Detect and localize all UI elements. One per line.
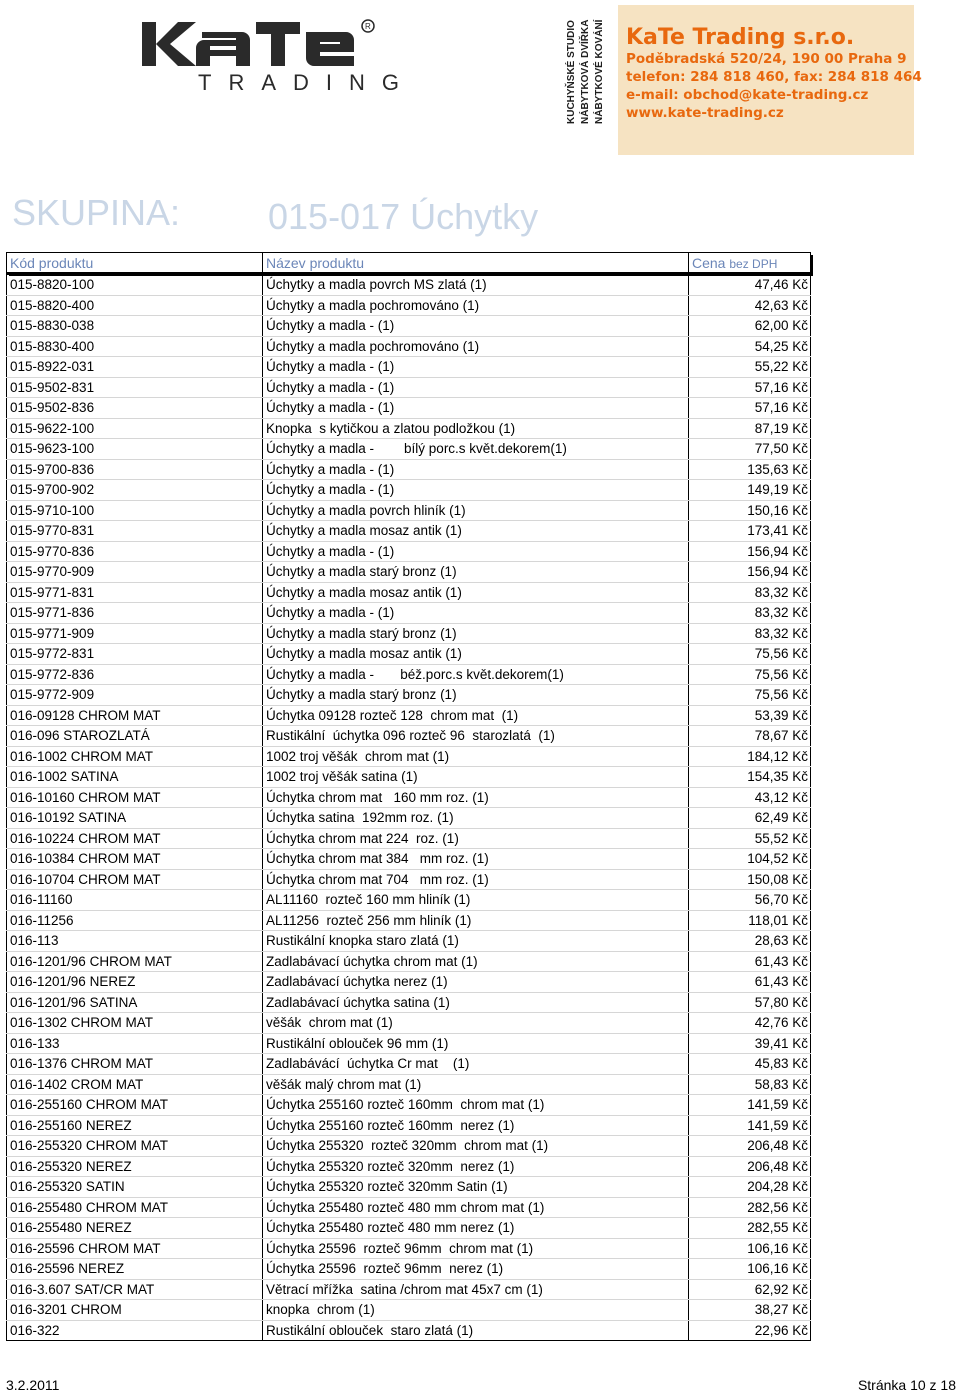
cell-price: 39,41 Kč bbox=[689, 1033, 811, 1054]
cell-name: Úchytky a madla - (1) bbox=[263, 357, 689, 378]
table-body bbox=[7, 274, 811, 1341]
cell-code: 015-9700-902 bbox=[7, 480, 263, 501]
cell-price: 106,16 Kč bbox=[689, 1238, 811, 1259]
cell-code: 016-10224 CHROM MAT bbox=[7, 828, 263, 849]
cell-name: Úchytka chrom mat 160 mm roz. (1) bbox=[263, 787, 689, 808]
column-header-name: Název produktu bbox=[263, 253, 689, 274]
cell-name: Knopka s kytičkou a zlatou podložkou (1) bbox=[263, 418, 689, 439]
cell-name: Úchytka 255480 rozteč 480 mm chrom mat (1) bbox=[263, 1197, 689, 1218]
cell-name: Úchytky a madla - (1) bbox=[263, 480, 689, 501]
studio-line-1: KUCHYŇSKÉ STUDIO bbox=[566, 20, 577, 124]
cell-price: 77,50 Kč bbox=[689, 439, 811, 460]
table-row bbox=[7, 1279, 811, 1300]
table-row bbox=[7, 562, 811, 583]
cell-name: Rustikální úchytka 096 rozteč 96 starozlatá (1) bbox=[263, 726, 689, 747]
cell-price: 54,25 Kč bbox=[689, 336, 811, 357]
cell-price: 83,32 Kč bbox=[689, 603, 811, 624]
cell-price: 61,43 Kč bbox=[689, 972, 811, 993]
table-row bbox=[7, 582, 811, 603]
table-row bbox=[7, 828, 811, 849]
group-title: 015-017 Úchytky bbox=[268, 196, 539, 237]
svg-text:R: R bbox=[365, 22, 371, 31]
cell-name: Úchytka satina 192mm roz. (1) bbox=[263, 808, 689, 829]
cell-code: 015-9710-100 bbox=[7, 500, 263, 521]
cell-price: 141,59 Kč bbox=[689, 1115, 811, 1136]
cell-price: 206,48 Kč bbox=[689, 1136, 811, 1157]
cell-price: 150,16 Kč bbox=[689, 500, 811, 521]
cell-name: Úchytka 255160 rozteč 160mm chrom mat (1) bbox=[263, 1095, 689, 1116]
cell-name: Úchytky a madla - (1) bbox=[263, 377, 689, 398]
cell-code: 016-3201 CHROM bbox=[7, 1300, 263, 1321]
cell-price: 154,35 Kč bbox=[689, 767, 811, 788]
cell-code: 015-9622-100 bbox=[7, 418, 263, 439]
table-row bbox=[7, 869, 811, 890]
cell-price: 149,19 Kč bbox=[689, 480, 811, 501]
cell-price: 104,52 Kč bbox=[689, 849, 811, 870]
cell-code: 016-1201/96 CHROM MAT bbox=[7, 951, 263, 972]
cell-name: Zadlabávací úchytka chrom mat (1) bbox=[263, 951, 689, 972]
table-row bbox=[7, 521, 811, 542]
product-price-table bbox=[6, 252, 811, 1341]
cell-name: Úchytky a madla starý bronz (1) bbox=[263, 685, 689, 706]
cell-price: 38,27 Kč bbox=[689, 1300, 811, 1321]
cell-price: 57,16 Kč bbox=[689, 398, 811, 419]
cell-price: 87,19 Kč bbox=[689, 418, 811, 439]
cell-code: 016-1201/96 NEREZ bbox=[7, 972, 263, 993]
cell-code: 016-255480 CHROM MAT bbox=[7, 1197, 263, 1218]
table-row bbox=[7, 1259, 811, 1280]
cell-price: 106,16 Kč bbox=[689, 1259, 811, 1280]
cell-code: 015-8922-031 bbox=[7, 357, 263, 378]
cell-code: 016-10704 CHROM MAT bbox=[7, 869, 263, 890]
cell-code: 016-255160 CHROM MAT bbox=[7, 1095, 263, 1116]
company-address: Poděbradská 520/24, 190 00 Praha 9 bbox=[626, 51, 907, 67]
cell-name: Úchytky a madla starý bronz (1) bbox=[263, 562, 689, 583]
cell-price: 83,32 Kč bbox=[689, 623, 811, 644]
cell-name: Úchytka 25596 rozteč 96mm nerez (1) bbox=[263, 1259, 689, 1280]
cell-name: Rustikální oblouček staro zlatá (1) bbox=[263, 1320, 689, 1341]
cell-name: 1002 troj věšák satina (1) bbox=[263, 767, 689, 788]
cell-code: 015-9771-909 bbox=[7, 623, 263, 644]
table-row bbox=[7, 439, 811, 460]
cell-code: 016-1376 CHROM MAT bbox=[7, 1054, 263, 1075]
cell-code: 016-255480 NEREZ bbox=[7, 1218, 263, 1239]
table-row bbox=[7, 398, 811, 419]
cell-price: 75,56 Kč bbox=[689, 664, 811, 685]
cell-name: Úchytka chrom mat 224 roz. (1) bbox=[263, 828, 689, 849]
cell-price: 173,41 Kč bbox=[689, 521, 811, 542]
cell-code: 016-09128 CHROM MAT bbox=[7, 705, 263, 726]
cell-price: 55,22 Kč bbox=[689, 357, 811, 378]
cell-code: 015-8830-400 bbox=[7, 336, 263, 357]
table-row bbox=[7, 787, 811, 808]
table-row bbox=[7, 1300, 811, 1321]
cell-code: 016-1002 SATINA bbox=[7, 767, 263, 788]
table-row bbox=[7, 459, 811, 480]
table-row bbox=[7, 705, 811, 726]
cell-name: Úchytky a madla - bílý porc.s květ.dekorem(1) bbox=[263, 439, 689, 460]
cell-code: 015-9502-831 bbox=[7, 377, 263, 398]
table-row bbox=[7, 418, 811, 439]
cell-name: Úchytka 255320 rozteč 320mm nerez (1) bbox=[263, 1156, 689, 1177]
cell-name: Úchytka 255320 rozteč 320mm chrom mat (1) bbox=[263, 1136, 689, 1157]
cell-code: 016-1201/96 SATINA bbox=[7, 992, 263, 1013]
company-info-box bbox=[618, 5, 922, 155]
cell-price: 58,83 Kč bbox=[689, 1074, 811, 1095]
cell-price: 75,56 Kč bbox=[689, 685, 811, 706]
column-header-price-sub: bez DPH bbox=[729, 256, 778, 271]
cell-code: 016-1302 CHROM MAT bbox=[7, 1013, 263, 1034]
cell-name: Úchytky a madla mosaz antik (1) bbox=[263, 644, 689, 665]
cell-price: 42,76 Kč bbox=[689, 1013, 811, 1034]
cell-code: 015-9502-836 bbox=[7, 398, 263, 419]
cell-price: 62,92 Kč bbox=[689, 1279, 811, 1300]
cell-price: 141,59 Kč bbox=[689, 1095, 811, 1116]
cell-name: Úchytky a madla mosaz antik (1) bbox=[263, 521, 689, 542]
cell-code: 016-10160 CHROM MAT bbox=[7, 787, 263, 808]
table-row bbox=[7, 910, 811, 931]
cell-price: 135,63 Kč bbox=[689, 459, 811, 480]
cell-price: 47,46 Kč bbox=[689, 274, 811, 296]
cell-code: 016-113 bbox=[7, 931, 263, 952]
cell-name: Úchytka 255160 rozteč 160mm nerez (1) bbox=[263, 1115, 689, 1136]
cell-price: 75,56 Kč bbox=[689, 644, 811, 665]
cell-code: 016-255160 NEREZ bbox=[7, 1115, 263, 1136]
cell-name: Úchytky a madla povrch hliník (1) bbox=[263, 500, 689, 521]
column-header-price bbox=[689, 253, 811, 274]
cell-name: knopka chrom (1) bbox=[263, 1300, 689, 1321]
cell-name: Úchytka 255480 rozteč 480 mm nerez (1) bbox=[263, 1218, 689, 1239]
cell-code: 016-133 bbox=[7, 1033, 263, 1054]
cell-price: 150,08 Kč bbox=[689, 869, 811, 890]
cell-price: 206,48 Kč bbox=[689, 1156, 811, 1177]
cell-name: Úchytka 255320 rozteč 320mm Satin (1) bbox=[263, 1177, 689, 1198]
cell-name: Větrací mřížka satina /chrom mat 45x7 cm (1) bbox=[263, 1279, 689, 1300]
table-row bbox=[7, 1033, 811, 1054]
cell-name: AL11160 rozteč 160 mm hliník (1) bbox=[263, 890, 689, 911]
cell-price: 55,52 Kč bbox=[689, 828, 811, 849]
cell-name: Úchytky a madla starý bronz (1) bbox=[263, 623, 689, 644]
table-row bbox=[7, 336, 811, 357]
table-row bbox=[7, 274, 811, 296]
table-row bbox=[7, 951, 811, 972]
cell-price: 42,63 Kč bbox=[689, 295, 811, 316]
table-row bbox=[7, 808, 811, 829]
cell-price: 53,39 Kč bbox=[689, 705, 811, 726]
footer-page-number: Stránka 10 z 18 bbox=[857, 1377, 956, 1393]
table-row bbox=[7, 746, 811, 767]
table-row bbox=[7, 1177, 811, 1198]
table-row bbox=[7, 1238, 811, 1259]
company-email[interactable]: e-mail: obchod@kate-trading.cz bbox=[626, 87, 869, 103]
table-row bbox=[7, 685, 811, 706]
table-row bbox=[7, 603, 811, 624]
kate-logo bbox=[140, 18, 440, 98]
table-header-row bbox=[7, 253, 811, 274]
cell-name: Rustikální knopka staro zlatá (1) bbox=[263, 931, 689, 952]
cell-code: 016-25596 CHROM MAT bbox=[7, 1238, 263, 1259]
cell-name: věšák chrom mat (1) bbox=[263, 1013, 689, 1034]
cell-code: 015-9770-831 bbox=[7, 521, 263, 542]
table-row bbox=[7, 1320, 811, 1341]
table-row bbox=[7, 1156, 811, 1177]
cell-price: 282,56 Kč bbox=[689, 1197, 811, 1218]
cell-code: 016-322 bbox=[7, 1320, 263, 1341]
studio-line-3: NÁBYTKOVÉ KOVÁNÍ bbox=[594, 19, 605, 124]
cell-code: 016-10384 CHROM MAT bbox=[7, 849, 263, 870]
cell-name: Zadlabávací úchytka nerez (1) bbox=[263, 972, 689, 993]
cell-price: 62,49 Kč bbox=[689, 808, 811, 829]
cell-code: 015-9770-836 bbox=[7, 541, 263, 562]
cell-name: Zadlabávací úchytka satina (1) bbox=[263, 992, 689, 1013]
cell-code: 016-1002 CHROM MAT bbox=[7, 746, 263, 767]
cell-code: 016-25596 NEREZ bbox=[7, 1259, 263, 1280]
table-row bbox=[7, 931, 811, 952]
group-label: SKUPINA: bbox=[12, 192, 181, 233]
cell-code: 016-3.607 SAT/CR MAT bbox=[7, 1279, 263, 1300]
table-row bbox=[7, 316, 811, 337]
kate-logo-mark bbox=[140, 18, 400, 70]
cell-price: 61,43 Kč bbox=[689, 951, 811, 972]
table-row bbox=[7, 480, 811, 501]
cell-code: 015-8830-038 bbox=[7, 316, 263, 337]
cell-code: 016-11256 bbox=[7, 910, 263, 931]
cell-name: Úchytky a madla - (1) bbox=[263, 459, 689, 480]
table-row bbox=[7, 1218, 811, 1239]
table-row bbox=[7, 1013, 811, 1034]
cell-price: 156,94 Kč bbox=[689, 562, 811, 583]
table-row bbox=[7, 295, 811, 316]
cell-price: 118,01 Kč bbox=[689, 910, 811, 931]
cell-name: Úchytky a madla - béž.porc.s květ.dekorem(1) bbox=[263, 664, 689, 685]
table-row bbox=[7, 377, 811, 398]
cell-code: 015-9771-831 bbox=[7, 582, 263, 603]
company-phone: telefon: 284 818 460, fax: 284 818 464 bbox=[626, 69, 922, 85]
table-row bbox=[7, 541, 811, 562]
cell-name: Úchytky a madla mosaz antik (1) bbox=[263, 582, 689, 603]
cell-code: 015-9771-836 bbox=[7, 603, 263, 624]
cell-code: 015-8820-400 bbox=[7, 295, 263, 316]
cell-price: 57,16 Kč bbox=[689, 377, 811, 398]
cell-code: 015-9772-909 bbox=[7, 685, 263, 706]
cell-code: 015-8820-100 bbox=[7, 274, 263, 296]
column-header-code: Kód produktu bbox=[7, 253, 263, 274]
cell-name: Úchytky a madla povrch MS zlatá (1) bbox=[263, 274, 689, 296]
table-row bbox=[7, 1095, 811, 1116]
cell-code: 016-096 STAROZLATÁ bbox=[7, 726, 263, 747]
cell-name: Úchytky a madla - (1) bbox=[263, 398, 689, 419]
studio-line-2: NÁBYTKOVÁ DVÍŘKA bbox=[580, 19, 591, 124]
table-row bbox=[7, 849, 811, 870]
cell-price: 45,83 Kč bbox=[689, 1054, 811, 1075]
cell-price: 28,63 Kč bbox=[689, 931, 811, 952]
cell-code: 015-9772-831 bbox=[7, 644, 263, 665]
cell-price: 56,70 Kč bbox=[689, 890, 811, 911]
table-row bbox=[7, 644, 811, 665]
cell-name: Úchytka chrom mat 384 mm roz. (1) bbox=[263, 849, 689, 870]
table-row bbox=[7, 972, 811, 993]
cell-price: 22,96 Kč bbox=[689, 1320, 811, 1341]
cell-name: Úchytky a madla pochromováno (1) bbox=[263, 295, 689, 316]
cell-code: 015-9770-909 bbox=[7, 562, 263, 583]
company-name: KaTe Trading s.r.o. bbox=[626, 25, 855, 50]
cell-price: 184,12 Kč bbox=[689, 746, 811, 767]
cell-name: Rustikální oblouček 96 mm (1) bbox=[263, 1033, 689, 1054]
cell-price: 204,28 Kč bbox=[689, 1177, 811, 1198]
cell-name: Úchytka 25596 rozteč 96mm chrom mat (1) bbox=[263, 1238, 689, 1259]
cell-name: věšák malý chrom mat (1) bbox=[263, 1074, 689, 1095]
table-row bbox=[7, 992, 811, 1013]
cell-name: Úchytky a madla - (1) bbox=[263, 541, 689, 562]
table-row bbox=[7, 1074, 811, 1095]
cell-code: 016-11160 bbox=[7, 890, 263, 911]
table-row bbox=[7, 1115, 811, 1136]
cell-code: 016-10192 SATINA bbox=[7, 808, 263, 829]
cell-price: 156,94 Kč bbox=[689, 541, 811, 562]
logo-subtitle: TRADING bbox=[198, 70, 416, 95]
cell-code: 016-255320 CHROM MAT bbox=[7, 1136, 263, 1157]
table-row bbox=[7, 1054, 811, 1075]
column-header-price-main: Cena bbox=[692, 254, 726, 271]
table-row bbox=[7, 890, 811, 911]
table-row bbox=[7, 767, 811, 788]
cell-name: AL11256 rozteč 256 mm hliník (1) bbox=[263, 910, 689, 931]
table-row bbox=[7, 664, 811, 685]
cell-code: 015-9623-100 bbox=[7, 439, 263, 460]
table-row bbox=[7, 1136, 811, 1157]
cell-name: Úchytka 09128 rozteč 128 chrom mat (1) bbox=[263, 705, 689, 726]
cell-name: Úchytky a madla - (1) bbox=[263, 603, 689, 624]
cell-name: 1002 troj věšák chrom mat (1) bbox=[263, 746, 689, 767]
cell-name: Zadlabávácí úchytka Cr mat (1) bbox=[263, 1054, 689, 1075]
company-web[interactable]: www.kate-trading.cz bbox=[626, 105, 784, 121]
table-row bbox=[7, 1197, 811, 1218]
cell-code: 016-255320 NEREZ bbox=[7, 1156, 263, 1177]
cell-code: 015-9700-836 bbox=[7, 459, 263, 480]
cell-name: Úchytky a madla - (1) bbox=[263, 316, 689, 337]
cell-price: 78,67 Kč bbox=[689, 726, 811, 747]
cell-code: 016-1402 CROM MAT bbox=[7, 1074, 263, 1095]
cell-price: 282,55 Kč bbox=[689, 1218, 811, 1239]
cell-price: 43,12 Kč bbox=[689, 787, 811, 808]
cell-name: Úchytka chrom mat 704 mm roz. (1) bbox=[263, 869, 689, 890]
table-row bbox=[7, 623, 811, 644]
footer-date: 3.2.2011 bbox=[6, 1377, 60, 1393]
table-row bbox=[7, 726, 811, 747]
studio-vertical-text bbox=[560, 18, 612, 126]
table-row bbox=[7, 500, 811, 521]
cell-code: 015-9772-836 bbox=[7, 664, 263, 685]
cell-price: 83,32 Kč bbox=[689, 582, 811, 603]
cell-code: 016-255320 SATIN bbox=[7, 1177, 263, 1198]
cell-name: Úchytky a madla pochromováno (1) bbox=[263, 336, 689, 357]
cell-price: 57,80 Kč bbox=[689, 992, 811, 1013]
cell-price: 62,00 Kč bbox=[689, 316, 811, 337]
table-row bbox=[7, 357, 811, 378]
